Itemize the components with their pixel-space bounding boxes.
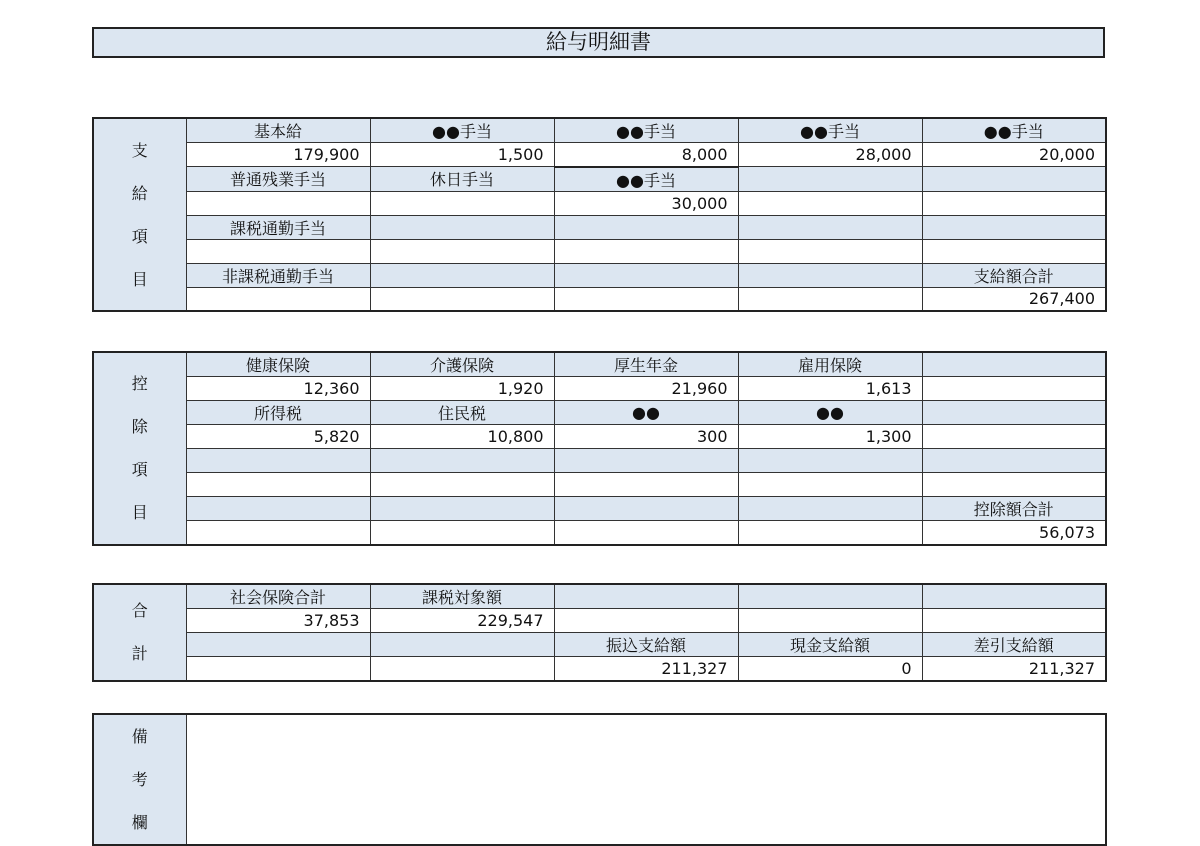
deduction-value-row-2 xyxy=(93,425,1106,449)
document-title: 給与明細書 xyxy=(92,27,1105,58)
payment-total-label: 支給額合計 xyxy=(922,263,1106,287)
deduction-label xyxy=(186,449,370,473)
payment-value xyxy=(554,287,738,311)
payment-label: ●●手当 xyxy=(554,167,738,192)
deduction-value xyxy=(186,521,370,545)
deduction-total-value: 56,073 xyxy=(922,521,1106,545)
payment-value xyxy=(186,239,370,263)
deduction-label-row-3 xyxy=(93,449,1106,473)
deduction-value xyxy=(738,521,922,545)
payment-label-row-2 xyxy=(93,167,1106,192)
deduction-label xyxy=(922,401,1106,425)
deduction-label xyxy=(554,449,738,473)
payment-value xyxy=(922,191,1106,215)
payment-label: 非課税通勤手当 xyxy=(186,263,370,287)
remarks-side-char: 備 xyxy=(131,727,148,746)
payment-section-header xyxy=(93,118,186,311)
totals-label-row-2 xyxy=(93,633,1106,657)
payment-value-row-3 xyxy=(93,239,1106,263)
payment-value xyxy=(738,287,922,311)
payment-value: 30,000 xyxy=(554,191,738,215)
payment-label-row-4 xyxy=(93,263,1106,287)
totals-label: 振込支給額 xyxy=(554,633,738,657)
deduction-label: ●● xyxy=(738,401,922,425)
payment-label: ●●手当 xyxy=(738,118,922,143)
payment-side-char: 目 xyxy=(131,269,148,289)
remarks-row xyxy=(93,714,1106,845)
totals-value xyxy=(186,657,370,681)
deduction-value: 21,960 xyxy=(554,377,738,401)
deduction-label xyxy=(370,449,554,473)
payment-value-row-4 xyxy=(93,287,1106,311)
deduction-label xyxy=(370,497,554,521)
deduction-value: 1,300 xyxy=(738,425,922,449)
payment-label-row-1 xyxy=(93,118,1106,143)
deduction-value xyxy=(738,473,922,497)
payment-value xyxy=(738,239,922,263)
remarks-side-char: 欄 xyxy=(131,813,148,832)
deduction-value: 300 xyxy=(554,425,738,449)
totals-value xyxy=(554,609,738,633)
payment-label xyxy=(370,215,554,239)
payment-label xyxy=(922,167,1106,192)
payment-label: ●●手当 xyxy=(370,118,554,143)
totals-value-row-1 xyxy=(93,609,1106,633)
deduction-label xyxy=(738,497,922,521)
deduction-value xyxy=(554,521,738,545)
deduction-value xyxy=(370,473,554,497)
payment-items-table xyxy=(92,117,1107,312)
totals-value: 229,547 xyxy=(370,609,554,633)
payment-value: 8,000 xyxy=(554,143,738,167)
payment-value xyxy=(738,191,922,215)
deduction-label: 厚生年金 xyxy=(554,352,738,377)
deduction-value xyxy=(370,521,554,545)
deduction-side-char: 除 xyxy=(131,417,148,437)
deduction-value xyxy=(922,473,1106,497)
deduction-value xyxy=(922,377,1106,401)
payment-label xyxy=(370,263,554,287)
deduction-label: ●● xyxy=(554,401,738,425)
deduction-label: 雇用保険 xyxy=(738,352,922,377)
payment-label: ●●手当 xyxy=(922,118,1106,143)
totals-label xyxy=(370,633,554,657)
payment-label xyxy=(738,215,922,239)
payment-value xyxy=(186,191,370,215)
deduction-value xyxy=(922,425,1106,449)
payment-value: 20,000 xyxy=(922,143,1106,167)
deduction-side-char: 控 xyxy=(131,374,148,394)
payment-value-row-2 xyxy=(93,191,1106,215)
deduction-label-row-4 xyxy=(93,497,1106,521)
payment-label-row-3 xyxy=(93,215,1106,239)
totals-side-char: 計 xyxy=(131,644,148,664)
totals-value: 37,853 xyxy=(186,609,370,633)
remarks-section-header xyxy=(93,714,186,845)
deduction-value-row-3 xyxy=(93,473,1106,497)
totals-table xyxy=(92,583,1107,682)
totals-section-header xyxy=(93,584,186,681)
deduction-section-header xyxy=(93,352,186,545)
payment-label: ●●手当 xyxy=(554,118,738,143)
payment-label xyxy=(738,167,922,192)
payment-value xyxy=(922,239,1106,263)
payment-side-char: 項 xyxy=(131,226,148,246)
totals-value: 211,327 xyxy=(922,657,1106,681)
payment-label xyxy=(738,263,922,287)
deduction-total-label: 控除額合計 xyxy=(922,497,1106,521)
totals-value: 0 xyxy=(738,657,922,681)
deduction-label: 介護保険 xyxy=(370,352,554,377)
deduction-value-row-1 xyxy=(93,377,1106,401)
payment-label xyxy=(554,263,738,287)
totals-label-row-1 xyxy=(93,584,1106,609)
totals-label xyxy=(922,584,1106,609)
totals-side-char: 合 xyxy=(131,601,148,621)
payment-value xyxy=(554,239,738,263)
deduction-label xyxy=(738,449,922,473)
deduction-label-row-1 xyxy=(93,352,1106,377)
deduction-value: 5,820 xyxy=(186,425,370,449)
deduction-label: 健康保険 xyxy=(186,352,370,377)
totals-label xyxy=(738,584,922,609)
totals-value xyxy=(738,609,922,633)
deduction-label: 所得税 xyxy=(186,401,370,425)
deduction-label xyxy=(922,352,1106,377)
payment-total-value: 267,400 xyxy=(922,287,1106,311)
deduction-side-char: 項 xyxy=(131,460,148,480)
remarks-content[interactable] xyxy=(186,714,1106,845)
payment-value xyxy=(370,287,554,311)
deduction-label xyxy=(186,497,370,521)
payment-value: 28,000 xyxy=(738,143,922,167)
payment-label xyxy=(554,215,738,239)
remarks-side-char: 考 xyxy=(131,770,148,789)
totals-label xyxy=(186,633,370,657)
totals-value xyxy=(370,657,554,681)
totals-label: 課税対象額 xyxy=(370,584,554,609)
remarks-table xyxy=(92,713,1107,846)
deduction-value: 1,920 xyxy=(370,377,554,401)
deduction-value: 12,360 xyxy=(186,377,370,401)
payment-value-row-1 xyxy=(93,143,1106,167)
totals-label: 差引支給額 xyxy=(922,633,1106,657)
deduction-value: 10,800 xyxy=(370,425,554,449)
deduction-label xyxy=(554,497,738,521)
payment-label: 普通残業手当 xyxy=(186,167,370,192)
deduction-label: 住民税 xyxy=(370,401,554,425)
payment-label: 休日手当 xyxy=(370,167,554,192)
totals-value xyxy=(922,609,1106,633)
deduction-items-table xyxy=(92,351,1107,546)
deduction-value-row-4 xyxy=(93,521,1106,545)
totals-label xyxy=(554,584,738,609)
payment-value xyxy=(370,191,554,215)
payment-value: 1,500 xyxy=(370,143,554,167)
totals-label: 現金支給額 xyxy=(738,633,922,657)
deduction-label-row-2 xyxy=(93,401,1106,425)
totals-value-row-2 xyxy=(93,657,1106,681)
payment-value xyxy=(186,287,370,311)
deduction-label xyxy=(922,449,1106,473)
deduction-value xyxy=(554,473,738,497)
payment-value xyxy=(370,239,554,263)
payment-label: 基本給 xyxy=(186,118,370,143)
payment-side-char: 支 xyxy=(131,140,148,160)
payment-value: 179,900 xyxy=(186,143,370,167)
deduction-value: 1,613 xyxy=(738,377,922,401)
deduction-side-char: 目 xyxy=(131,503,148,523)
payment-label xyxy=(922,215,1106,239)
payment-side-char: 給 xyxy=(131,183,148,203)
totals-label: 社会保険合計 xyxy=(186,584,370,609)
totals-value: 211,327 xyxy=(554,657,738,681)
payment-label: 課税通勤手当 xyxy=(186,215,370,239)
deduction-value xyxy=(186,473,370,497)
